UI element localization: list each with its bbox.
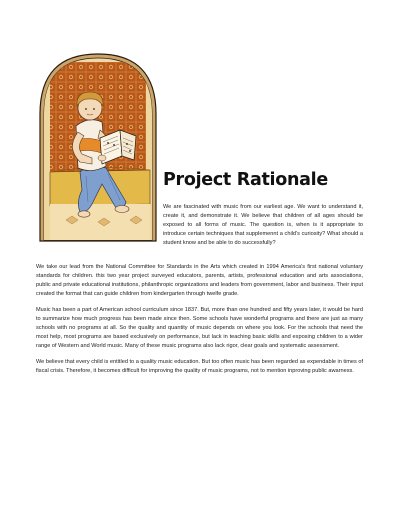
intro-paragraph: We are fascinated with music from our earliest age. We want to understand it, create it, and demonstrate it. We believe that children of all ages should be exposed to all forms of music. The question is, when is it appropriate to introduce certain techniques that supplemennt a child's curiosity? What should a student know and be able to do successfully? (163, 204, 363, 246)
child-reading-music-book-illustration (36, 52, 160, 242)
page-title: Project Rationale (163, 170, 328, 190)
body-text (36, 263, 363, 383)
body-paragraph: We believe that every child is entitled to a quality music education. But too often music has been regarded as expendable in times of fiscal crisis. Therefore, it becomes difficult for improving the quality of music programs, not to mention inproving public awarness. (36, 359, 364, 375)
body-paragraph: We take our lead from the National Committee for Standards in the Arts which created in 1994 America's first national voluntary standards for children. this two year project surveyed educators, parents, artists, professional education and arts associations, public and private educational institutions, philanthropic organizations and leaders from government, labor and business. Their input created the format that can guide children from kindergarten through twelfe grade. (36, 264, 363, 297)
body-paragraph: Music has been a part of American school curriculum since 1837. But, more than one hundred and fifty years later, it would be hard to summarize how much progress has been made since then. Some schools have wonderful programs and there are just as many schools with no programs at all. So the quality and quantity of music depends on where you look. For the schools that need the most help, most programs are based exclusively on performance, but lack in teaching basic skills and exposing children to a wider range of Western and World music. Many of these music programs also lack rigor, clear goals and systematic assessment. (36, 307, 363, 349)
